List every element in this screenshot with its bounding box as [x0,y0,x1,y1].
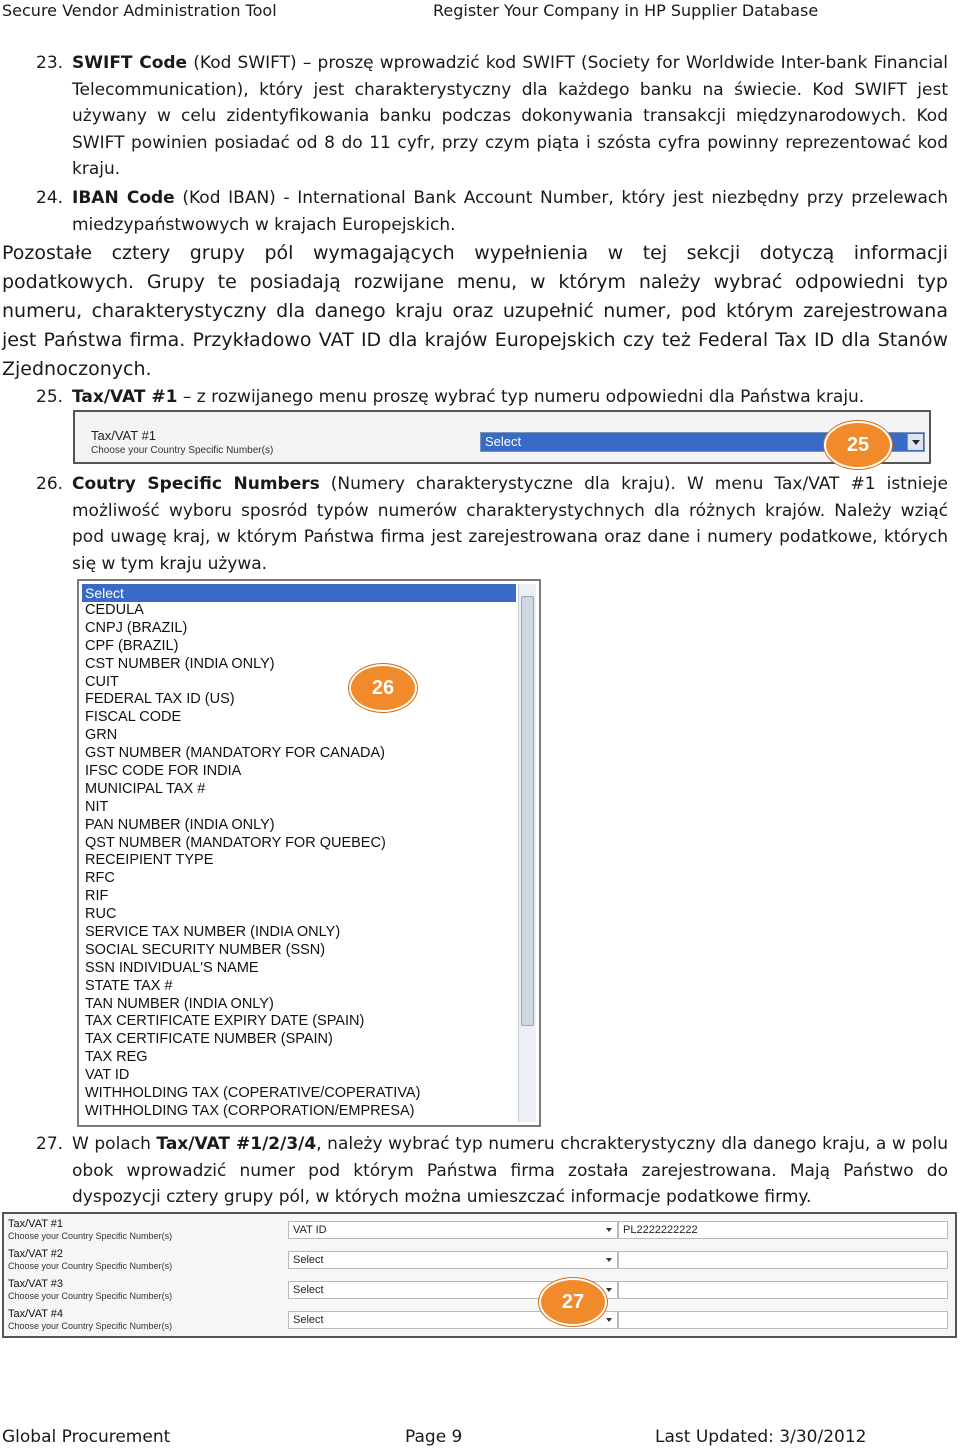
item-number: 26. [36,474,64,494]
tax-vat-type-select[interactable]: Select [288,1251,618,1269]
list-item-25 [0,384,960,412]
dropdown-option[interactable]: CST NUMBER (INDIA ONLY) [85,655,275,672]
list-item-27 [0,1131,960,1213]
tax-vat-row [4,1274,955,1304]
list-item-23 [0,50,960,186]
dropdown-option[interactable]: TAX REG [85,1049,148,1066]
item-description: – z rozwijanego menu proszę wybrać typ numeru odpowiedni dla Państwa kraju. [177,387,865,407]
tax-vat-sublabel: Choose your Country Specific Number(s) [8,1231,173,1241]
item-prefix: W polach [72,1134,157,1154]
step-badge-25: 25 [824,421,892,469]
item-description: (Numery charakterystyczne dla kraju). W menu Tax/VAT #1 istnieje możliwość wyboru sposród typów numerów charakterystychnych dla różnych krajów. Należy wziąć pod uwagę kraj, w którym Państwa firma jest zarejestrowana oraz dane i numery podatkowe, których się w tym kraju używa. [72,474,948,574]
item-term: Tax/VAT #1/2/3/4 [156,1134,317,1154]
tax-vat-fields-screenshot [2,1212,957,1338]
tax-vat-label: Tax/VAT #2 [8,1248,64,1260]
selected-option[interactable]: Select [82,584,516,602]
item-description: , należy wybrać typ numeru chcrakterystyczny dla danego kraju, a w polu obok wprowadzić numer pod którym Państwa firma została zarejestrowana. Mają Państwo do dyspozycji cztery grupy pól, w których można umieszczać informacje podatkowe firmy. [72,1134,949,1207]
tax-vat-number-input[interactable] [618,1311,948,1329]
dropdown-option[interactable]: STATE TAX # [85,977,173,994]
dropdown-option[interactable]: SSN INDIVIDUAL'S NAME [85,959,259,976]
tax-vat-sublabel: Choose your Country Specific Number(s) [8,1291,173,1301]
dropdown-option[interactable]: CEDULA [85,602,144,618]
page-header [0,0,960,24]
tax-vat-sublabel: Choose your Country Specific Number(s) [8,1321,173,1331]
tax-vat-row [4,1304,955,1334]
step-badge-26: 26 [349,664,417,712]
page-number: Page 9 [405,1427,463,1447]
tax-vat-type-select[interactable]: Select [288,1311,618,1329]
tax-vat-number-input[interactable] [618,1281,948,1299]
last-updated: Last Updated: 3/30/2012 [655,1427,867,1447]
item-number: 23. [36,53,64,73]
dropdown-option[interactable]: MUNICIPAL TAX # [85,780,206,797]
item-number: 27. [36,1134,64,1154]
item-text [72,185,948,238]
dropdown-option[interactable]: TAN NUMBER (INDIA ONLY) [85,995,274,1012]
tax-vat-sublabel: Choose your Country Specific Number(s) [91,445,274,456]
chevron-down-icon[interactable] [907,434,923,450]
header-right-title: Register Your Company in HP Supplier Database [433,1,819,20]
dropdown-option[interactable]: QST NUMBER (MANDATORY FOR QUEBEC) [85,834,386,851]
dropdown-option[interactable]: CPF (BRAZIL) [85,637,179,654]
dropdown-option[interactable]: IFSC CODE FOR INDIA [85,763,242,780]
list-item-24 [0,185,960,241]
item-term: IBAN Code [72,188,175,208]
page-footer [0,1425,960,1449]
item-number: 25. [36,387,64,407]
item-number: 24. [36,188,64,208]
item-term: Coutry Specific Numbers [72,474,320,494]
scrollbar-thumb[interactable] [521,596,534,1026]
tax-vat-label: Tax/VAT #4 [8,1308,64,1320]
tax-vat-type-select[interactable]: Select [288,1281,618,1299]
item-text [72,471,948,577]
item-description: (Kod IBAN) - International Bank Account Number, który jest niezbędny przy przelewach miedzypaństwowych w krajach Europejskich. [72,188,948,235]
item-text [72,1131,948,1211]
tax-vat-label: Tax/VAT #3 [8,1278,64,1290]
dropdown-option[interactable]: FISCAL CODE [85,709,182,726]
dropdown-option[interactable]: SOCIAL SECURITY NUMBER (SSN) [85,941,326,958]
item-text [72,50,948,183]
item-text [72,384,948,411]
dropdown-option[interactable]: WITHHOLDING TAX (COPERATIVE/COPERATIVA) [85,1085,421,1102]
header-left-title: Secure Vendor Administration Tool [2,1,277,20]
tax-vat-field-screenshot [73,410,931,464]
dropdown-option[interactable]: RIF [85,888,109,905]
tax-vat-row [4,1244,955,1274]
dropdown-option[interactable]: RUC [85,906,117,923]
dropdown-option[interactable]: FEDERAL TAX ID (US) [85,691,235,708]
item-term: SWIFT Code [72,53,188,73]
dropdown-option[interactable]: PAN NUMBER (INDIA ONLY) [85,816,275,833]
dropdown-option[interactable]: RFC [85,870,115,887]
dropdown-option[interactable]: SERVICE TAX NUMBER (INDIA ONLY) [85,924,341,941]
item-description: (Kod SWIFT) – proszę wprowadzić kod SWIFT (Society for Worldwide Inter-bank Financial Telecommunication), który jest charakterystyczny dla każdego banku na świecie. Kod SWIFT jest używany w celu zidentyfikowania banku podczas dokonywania transakcji międzynarodowych. Kod SWIFT powinien posiadać od 8 do 11 cyfr, przy czym piąta i szósta cyfra powinny reprezentować kod kraju. [72,53,948,179]
scrollbar[interactable] [518,584,536,1122]
footer-left: Global Procurement [2,1427,171,1447]
tax-vat-number-input[interactable]: PL2222222222 [618,1221,948,1239]
dropdown-option[interactable]: TAX CERTIFICATE EXPIRY DATE (SPAIN) [85,1013,365,1030]
step-badge-27: 27 [539,1278,607,1326]
dropdown-option[interactable]: VAT ID [85,1067,130,1084]
dropdown-option[interactable]: WITHHOLDING TAX (CORPORATION/EMPRESA) [85,1102,415,1119]
list-item-26 [0,471,960,579]
country-number-dropdown-list[interactable] [77,579,541,1127]
item-term: Tax/VAT #1 [72,387,178,407]
dropdown-option[interactable]: RECEIPIENT TYPE [85,852,214,869]
dropdown-option[interactable]: GST NUMBER (MANDATORY FOR CANADA) [85,745,385,762]
tax-vat-number-input[interactable] [618,1251,948,1269]
intro-paragraph: Pozostałe cztery grupy pól wymagających wypełnienia w tej sekcji dotyczą informacji podatkowych. Grupy te posiadają rozwijane menu, w którym należy wybrać odpowiedni typ numeru, charakterystyczny dla danego kraju oraz uzupełnić numer, pod którym zarejestrowana jest Państwa firma. Przykładowo VAT ID dla krajów Europejskich czy też Federal Tax ID dla Stanów Zjednoczonych. [2,242,948,380]
dropdown-option[interactable]: CNPJ (BRAZIL) [85,619,188,636]
tax-vat-type-select[interactable]: VAT ID [288,1221,618,1239]
tax-vat-row [4,1214,955,1244]
dropdown-option[interactable]: NIT [85,798,109,815]
tax-vat-label: Tax/VAT #1 [8,1218,64,1230]
dropdown-option[interactable]: TAX CERTIFICATE NUMBER (SPAIN) [85,1031,333,1048]
select-value: Select [485,434,522,449]
tax-vat-label: Tax/VAT #1 [91,428,157,443]
tax-vat-sublabel: Choose your Country Specific Number(s) [8,1261,173,1271]
dropdown-option[interactable]: CUIT [85,673,119,690]
dropdown-option[interactable]: GRN [85,727,118,744]
